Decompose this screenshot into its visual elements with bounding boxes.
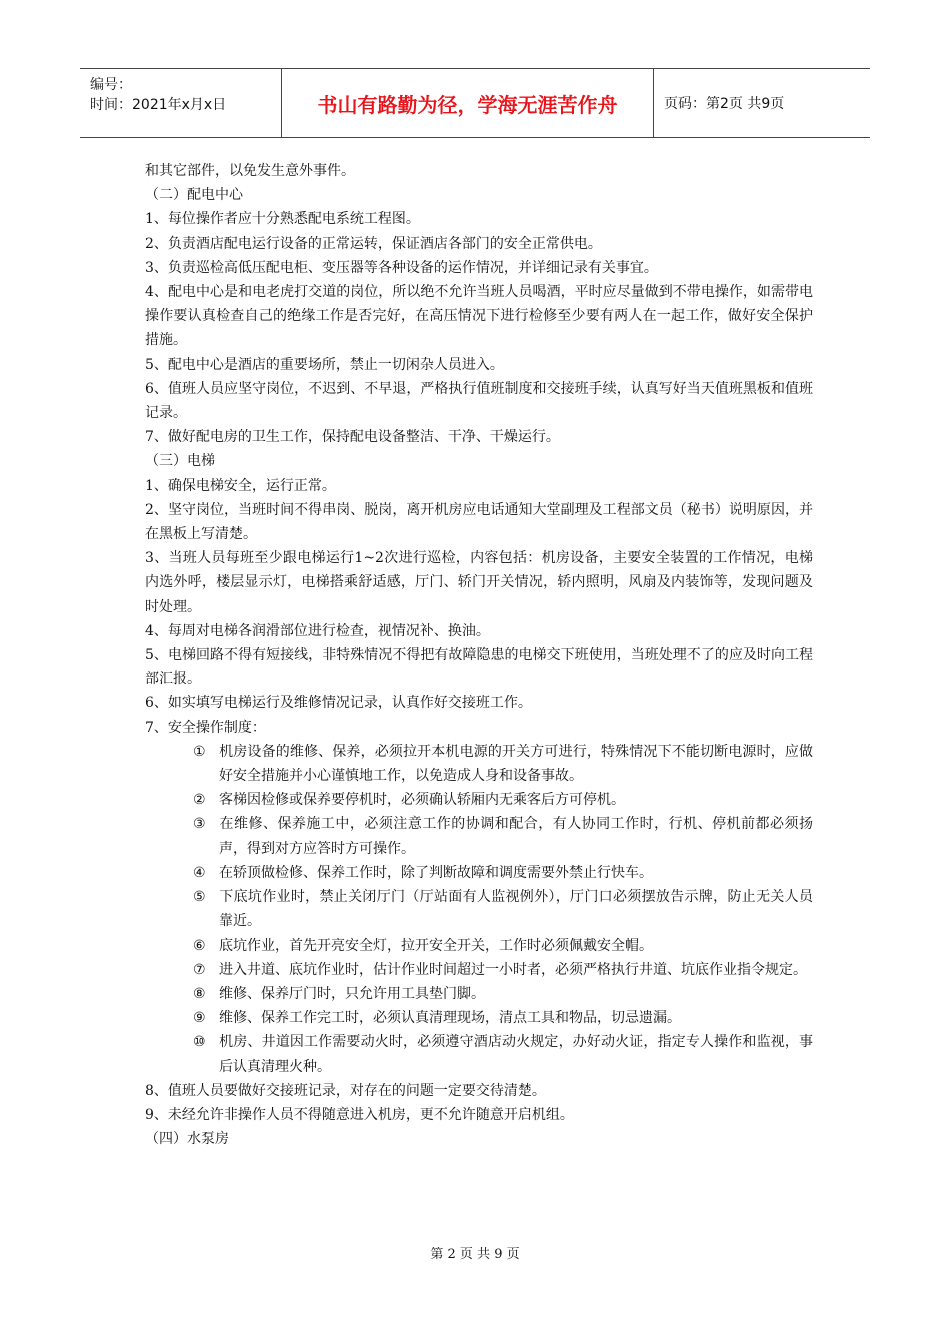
item-text: 在轿顶做检修、保养工作时，除了判断故障和调度需要外禁止行快车。 <box>219 864 653 881</box>
item-text: 在维修、保养施工中，必须注意工作的协调和配合，有人协同工作时，行机、停机前都必须扬声，得到对方应答时方可操作。 <box>219 816 813 857</box>
header-page-cell <box>654 69 870 137</box>
paragraph: 1、确保电梯安全，运行正常。 <box>145 477 336 494</box>
paragraph: 7、安全操作制度： <box>145 719 266 736</box>
item-number: ④ <box>193 864 206 881</box>
item-number: ⑨ <box>193 1010 206 1027</box>
header-motto-cell <box>282 69 654 137</box>
paragraph: 2、负责酒店配电运行设备的正常运转，保证酒店各部门的安全正常供电。 <box>145 235 602 252</box>
paragraph: 4、每周对电梯各润滑部位进行检查，视情况补、换油。 <box>145 622 490 639</box>
paragraph: 8、值班人员要做好交接班记录，对存在的问题一定要交待清楚。 <box>145 1082 546 1099</box>
item-number: ⑤ <box>193 889 206 906</box>
item-number: ⑦ <box>193 961 206 978</box>
item-number: ⑩ <box>193 1034 206 1051</box>
sub-list-item <box>145 788 813 812</box>
item-text: 客梯因检修或保养要停机时，必须确认轿厢内无乘客后方可停机。 <box>219 792 625 809</box>
paragraph: 2、坚守岗位，当班时间不得串岗、脱岗，离开机房应电话通知大堂副理及工程部文员（秘书）说明原因，并在黑板上写清楚。 <box>145 501 813 543</box>
sub-list-item <box>145 934 813 958</box>
sub-list-item <box>145 740 813 788</box>
page-number: 第 2 页 共 9 页 <box>430 1247 520 1262</box>
item-text: 机房设备的维修、保养，必须拉开本机电源的开关方可进行，特殊情况下不能切断电源时，应做好安全措施并小心谨慎地工作，以免造成人身和设备事故。 <box>219 743 813 785</box>
sub-list-item <box>145 812 813 860</box>
page-info-label: 页码：第2页 共9页 <box>664 96 785 112</box>
item-text: 进入井道、底坑作业时，估计作业时间超过一小时者，必须严格执行井道、坑底作业指令规定。 <box>219 961 807 978</box>
header-meta-cell <box>80 69 282 137</box>
item-number: ① <box>193 743 206 760</box>
document-body <box>145 159 813 1151</box>
paragraph: 7、做好配电房的卫生工作，保持配电设备整洁、干净、干燥运行。 <box>145 429 560 446</box>
paragraph: 4、配电中心是和电老虎打交道的岗位，所以绝不允许当班人员喝酒，平时应尽量做到不带电操作，如需带电操作要认真检查自己的绝缘工作是否完好，在高压情况下进行检修至少要有两人在一起工作，做好安全保护措施。 <box>145 284 813 349</box>
paragraph: 6、如实填写电梯运行及维修情况记录，认真作好交接班工作。 <box>145 695 532 712</box>
date-label: 时间：2021年x月x日 <box>90 97 227 113</box>
sub-list-item <box>145 861 813 885</box>
paragraph: 5、配电中心是酒店的重要场所，禁止一切闲杂人员进入。 <box>145 356 504 373</box>
section-heading: （二）配电中心 <box>145 187 243 204</box>
item-number: ② <box>193 792 206 809</box>
paragraph: 5、电梯回路不得有短接线，非特殊情况不得把有故障隐患的电梯交下班使用，当班处理不了的应及时向工程部汇报。 <box>145 647 813 688</box>
sub-list-item <box>145 885 813 933</box>
paragraph: 1、每位操作者应十分熟悉配电系统工程图。 <box>145 211 420 228</box>
item-number: ⑥ <box>193 937 206 954</box>
paragraph: 和其它部件，以免发生意外事件。 <box>145 163 355 179</box>
sub-list-item <box>145 958 813 982</box>
item-number: ③ <box>193 816 206 833</box>
page-header <box>80 68 870 138</box>
item-text: 下底坑作业时，禁止关闭厅门（厅站面有人监视例外），厅门口必须摆放告示牌，防止无关人员靠近。 <box>219 889 813 930</box>
item-text: 维修、保养工作完工时，必须认真清理现场，清点工具和物品，切忌遗漏。 <box>219 1010 681 1027</box>
paragraph: 6、值班人员应坚守岗位，不迟到、不早退，严格执行值班制度和交接班手续，认真写好当天值班黑板和值班记录。 <box>145 380 813 422</box>
sub-list-item <box>145 1006 813 1030</box>
motto-text: 书山有路勤为径，学海无涯苦作舟 <box>317 92 618 117</box>
paragraph: 3、负责巡检高低压配电柜、变压器等各种设备的运作情况，并详细记录有关事宜。 <box>145 259 658 276</box>
item-text: 底坑作业，首先开亮安全灯，拉开安全开关，工作时必须佩戴安全帽。 <box>219 937 653 954</box>
paragraph: 9、未经允许非操作人员不得随意进入机房，更不允许随意开启机组。 <box>145 1106 574 1123</box>
item-number: ⑧ <box>193 985 206 1002</box>
item-text: 机房、井道因工作需要动火时，必须遵守酒店动火规定，办好动火证，指定专人操作和监视，事后认真清理火种。 <box>219 1034 813 1075</box>
serial-number-label: 编号： <box>90 77 132 93</box>
section-heading: （三）电梯 <box>145 453 215 470</box>
sub-list-item <box>145 982 813 1006</box>
item-text: 维修、保养厅门时，只允许用工具垫门脚。 <box>219 985 485 1002</box>
page-footer <box>0 1243 950 1262</box>
paragraph: 3、当班人员每班至少跟电梯运行1~2次进行巡检，内容包括：机房设备，主要安全装置的工作情况，电梯内选外呼，楼层显示灯，电梯搭乘舒适感，厅门、轿门开关情况，轿内照明，风扇及内装饰等，发现问题及时处理。 <box>145 550 813 615</box>
sub-list-item <box>145 1030 813 1078</box>
section-heading: （四）水泵房 <box>145 1131 229 1148</box>
